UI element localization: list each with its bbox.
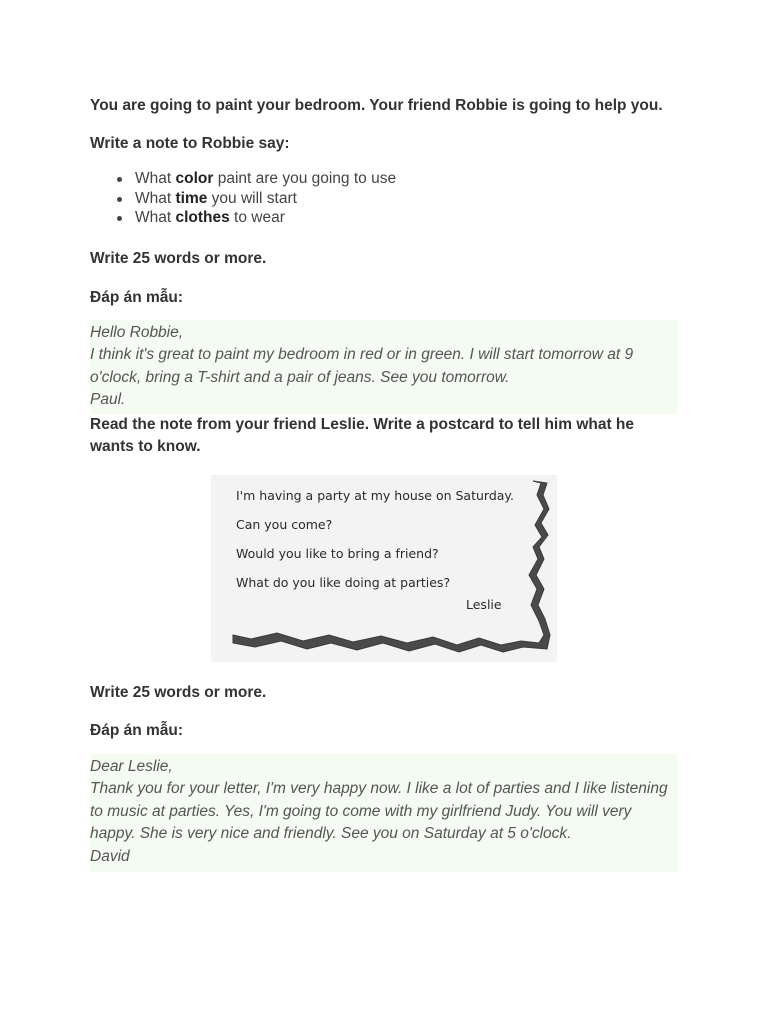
note-text xyxy=(236,481,514,597)
q1-title: You are going to paint your bedroom. Your friend Robbie is going to help you. xyxy=(90,97,663,114)
answer-line: I think it's great to paint my bedroom in red or in green. I will start tomorrow at 9 o'clock, bring a T-shirt and a pair of jeans. See you tomorrow. xyxy=(90,346,634,386)
answer-line: Thank you for your letter, I'm very happy now. I like a lot of parties and I like listening to music at parties. Yes, I'm going to come with my girlfriend Judy. You will very happy. She is very nice and friendly. See you on Saturday at 5 o'clock. xyxy=(90,780,668,842)
document-page xyxy=(90,95,678,872)
leslie-note-image xyxy=(211,475,557,662)
bullet-item: What clothes to wear xyxy=(135,208,678,228)
note-signature: Leslie xyxy=(466,596,502,612)
answer-line: Hello Robbie, xyxy=(90,323,184,341)
q1-word-count: Write 25 words or more. xyxy=(90,249,267,267)
q1-instruction: Write a note to Robbie say: xyxy=(90,135,290,152)
note-line: I'm having a party at my house on Saturday. xyxy=(236,487,515,503)
q2-sample-answer xyxy=(90,754,678,873)
q1-bullet-list xyxy=(90,169,678,228)
q1-answer-heading: Đáp án mẫu: xyxy=(90,288,184,306)
bullet-item: What time you will start xyxy=(135,189,678,209)
answer-line: David xyxy=(90,847,130,865)
q2-title: Read the note from your friend Leslie. Write a postcard to tell him what he wants to know. xyxy=(90,415,635,455)
answer-line: Dear Leslie, xyxy=(90,757,173,775)
note-line: Would you like to bring a friend? xyxy=(236,545,439,561)
q2-word-count: Write 25 words or more. xyxy=(90,683,267,701)
note-line: Can you come? xyxy=(236,516,333,532)
q1-sample-answer xyxy=(90,320,678,414)
note-line: What do you like doing at parties? xyxy=(236,574,451,590)
answer-line: Paul. xyxy=(90,391,126,408)
q2-answer-heading: Đáp án mẫu: xyxy=(90,721,184,739)
bullet-item: What color paint are you going to use xyxy=(135,169,678,189)
